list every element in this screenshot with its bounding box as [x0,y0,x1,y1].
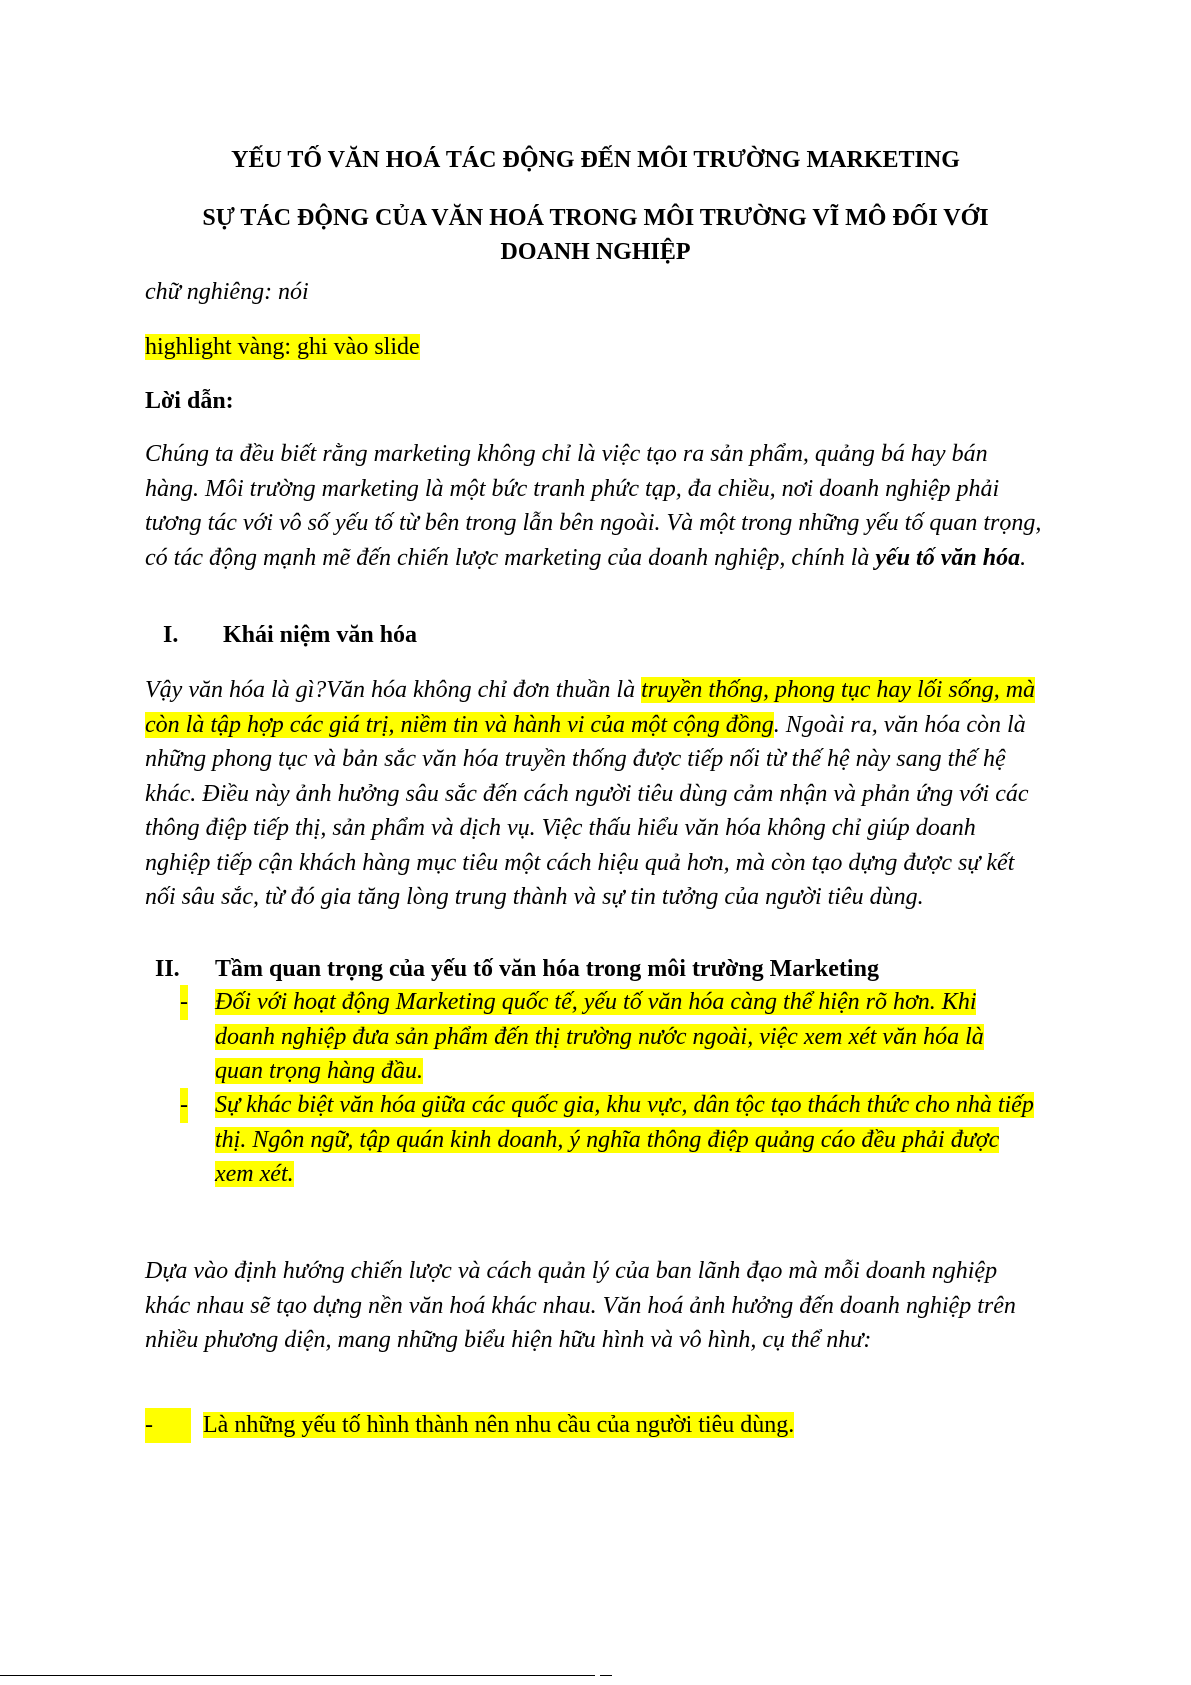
section-1-text-after: . Ngoài ra, văn hóa còn là những phong tục và bản sắc văn hóa truyền thống được tiếp nối từ thế hệ này sang thế hệ khác. Điều này ảnh hưởng sâu sắc đến cách người tiêu dùng cảm nhận và phản ứng với các thông điệp tiếp thị, sản phẩm và dịch vụ. Việc thấu hiểu văn hóa không chỉ giúp doanh nghiệp tiếp cận khách hàng mục tiêu một cách hiệu quả hơn, mà còn tạo dựng được sự kết nối sâu sắc, từ đó gia tăng lòng trung thành và sự tin tưởng của người tiêu dùng. [145,711,1029,910]
document-title: YẾU TỐ VĂN HOÁ TÁC ĐỘNG ĐẾN MÔI TRƯỜNG MARKETING [231,147,960,173]
intro-text: Chúng ta đều biết rằng marketing không chỉ là việc tạo ra sản phẩm, quảng bá hay bán hàng. Môi trường marketing là một bức tranh phức tạp, đa chiều, nơi doanh nghiệp phải tương tác với vô số yếu tố từ bên trong lẫn bên ngoài. Và một trong những yếu tố quan trọng, có tác động mạnh mẽ đến chiến lược marketing của doanh nghiệp, chính là [145,441,1042,571]
bullet-dash: - [180,1088,188,1123]
bullet-text-highlight: Sự khác biệt văn hóa giữa các quốc gia, khu vực, dân tộc tạo thách thức cho nhà tiếp thị. Ngôn ngữ, tập quán kinh doanh, ý nghĩa thông điệp quảng cáo đều phải được xem xét. [215,1092,1034,1187]
footer-rule-tick [600,1675,612,1676]
bullet-text-highlight: Là những yếu tố hình thành nên nhu cầu của người tiêu dùng. [203,1412,795,1438]
intro-paragraph [145,437,1045,575]
subtitle-line-2: DOANH NGHIỆP [500,239,691,265]
subtitle-line-1: SỰ TÁC ĐỘNG CỦA VĂN HOÁ TRONG MÔI TRƯỜNG VĨ MÔ ĐỐI VỚI [202,205,989,231]
section-1-number: I. [163,622,179,648]
bullet-text [215,1088,1035,1192]
bullet-text [215,985,1035,1089]
footer-rule [0,1675,595,1676]
section-1-text-before: Vậy văn hóa là gì?Văn hóa không chỉ đơn thuần là [145,677,642,703]
note-highlight [145,330,1045,365]
bullet-text-highlight: Đối với hoạt động Marketing quốc tế, yếu tố văn hóa càng thể hiện rõ hơn. Khi doanh nghiệp đưa sản phẩm đến thị trường nước ngoài, việc xem xét văn hóa là quan trọng hàng đầu. [215,989,984,1084]
intro-bold-text: yếu tố văn hóa [875,544,1021,571]
bullet-dash: - [145,1408,191,1443]
bullet-dash: - [180,985,188,1020]
section-2-number: II. [155,956,180,982]
strategy-paragraph: Dựa vào định hướng chiến lược và cách quản lý của ban lãnh đạo mà mỗi doanh nghiệp khác nhau sẽ tạo dựng nền văn hoá khác nhau. Văn hoá ảnh hưởng đến doanh nghiệp trên nhiều phương diện, mang những biểu hiện hữu hình và vô hình, cụ thể như: [145,1258,1016,1353]
bullet-text [203,1408,1023,1443]
section-1-title: Khái niệm văn hóa [223,622,418,648]
section-1-paragraph [145,673,1045,915]
note-highlight-text: highlight vàng: ghi vào slide [145,334,420,360]
section-1-highlight: truyền thống, phong tục hay lối sống, mà còn là tập hợp các giá trị, niềm tin và hành vi của một cộng đồng [145,677,1036,738]
intro-label: Lời dẫn: [145,388,234,414]
note-italic: chữ nghiêng: nói [145,279,309,305]
section-2-title: Tầm quan trọng của yếu tố văn hóa trong môi trường Marketing [215,956,879,982]
document-subtitle [120,201,1071,269]
intro-end: . [1020,544,1027,571]
